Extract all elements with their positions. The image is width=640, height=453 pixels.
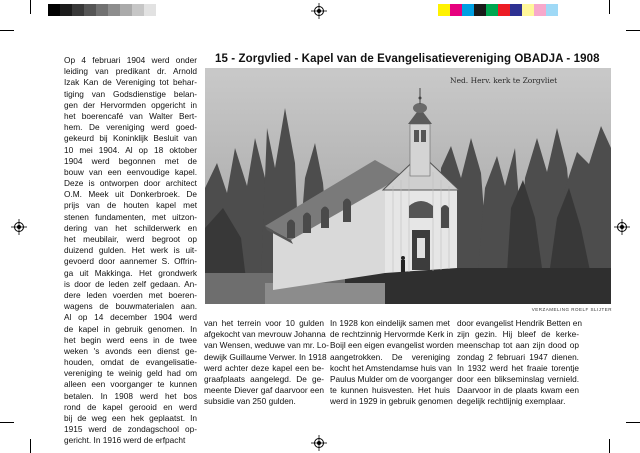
process-color-swatch xyxy=(534,4,546,16)
process-color-swatch xyxy=(462,4,474,16)
trim-mark xyxy=(30,439,31,453)
text-column-3 xyxy=(330,318,454,408)
trim-mark xyxy=(626,422,640,423)
registration-mark-icon xyxy=(614,219,630,235)
grayscale-swatch xyxy=(48,4,60,16)
text-line: te kunnen huisvesten. Het huis xyxy=(330,385,450,396)
text-line: 10 mei 1904. Al op 18 oktober xyxy=(64,144,197,155)
text-line: degelijk rechtlijnig exemplaar. xyxy=(457,396,566,407)
process-color-swatch xyxy=(474,4,486,16)
grayscale-swatch xyxy=(120,4,132,16)
text-line: gevoerd door aannemer S. Offrin- xyxy=(64,256,197,267)
text-line: vereniging te weinig geld had om xyxy=(64,368,197,379)
text-line: Boijl een eigen evangelist worden xyxy=(330,340,454,351)
page-title: 15 - Zorgvlied - Kapel van de Evangelisatievereniging OBADJA - 1908 xyxy=(215,53,600,65)
text-line: Izak Kan de Vereniging tot behar- xyxy=(64,77,197,88)
photo-caption: Ned. Herv. kerk te Zorgvliet xyxy=(450,76,558,85)
process-color-swatch xyxy=(486,4,498,16)
text-line: door evangelist Hendrik Betten en xyxy=(457,318,582,328)
text-line: meenschap tot aan zijn dood op xyxy=(457,340,579,351)
text-line: is door de leden zelf gedaan. An- xyxy=(64,278,197,289)
text-line: aangetrokken. De vereniging xyxy=(330,351,450,362)
text-line: subsidie van 250 gulden. xyxy=(204,396,296,407)
chapel-photo xyxy=(205,68,611,304)
text-line: rond de kapel gerooid en werd xyxy=(64,401,197,412)
grayscale-color-bar xyxy=(48,4,168,16)
text-line: het meubilair, werd begroot op xyxy=(64,234,197,244)
text-line: In 1928 kon eindelijk samen met xyxy=(330,318,450,328)
text-line: kocht het Amstendamse huis van xyxy=(330,362,452,373)
text-line: de rechtzinnig Hervormde Kerk in xyxy=(330,329,454,340)
text-line: het begin werd eens in de twee xyxy=(64,334,197,345)
text-line: dewijk Guillaume Verwer. In 1918 xyxy=(204,351,327,362)
text-line: dere leden voerden met boeren- xyxy=(64,289,197,300)
registration-mark-icon xyxy=(311,435,327,451)
text-line: ga uit Makkinga. Het grondwerk xyxy=(64,267,197,278)
text-column-2 xyxy=(204,318,329,408)
text-line: meente Diever gaf daarvoor een xyxy=(204,385,324,396)
text-line: gen der Hervormden opgericht in xyxy=(64,99,197,110)
text-line: 1915 werd de zondagschool op- xyxy=(64,424,197,435)
grayscale-swatch xyxy=(84,4,96,16)
photo-credit: VERZAMELING ROELF SLIJTER xyxy=(531,307,612,312)
text-line: O.M. Meek uit Donkerbroek. De xyxy=(64,189,197,200)
grayscale-swatch xyxy=(60,4,72,16)
chapel-illustration xyxy=(205,68,611,304)
text-line: zondag 2 februari 1947 dienen. xyxy=(457,351,579,362)
text-line: Deze is ontworpen door architect xyxy=(64,178,197,189)
text-line: afgekocht van mevrouw Johanna xyxy=(204,329,326,340)
process-color-swatch xyxy=(450,4,462,16)
text-line: hem. De vereniging werd goed- xyxy=(64,122,197,133)
text-line: bij de weg een hek geplaatst. In xyxy=(64,413,197,423)
trim-mark xyxy=(30,0,31,14)
text-line: weken 's avonds een dienst ge- xyxy=(64,345,197,356)
text-column-1 xyxy=(64,55,197,447)
text-line: houden, omdat de evangelisatie- xyxy=(64,357,197,368)
text-line: leiding van predikant dr. Arnold xyxy=(64,66,197,77)
text-line: duizend gulden. Het werk is uit- xyxy=(64,245,197,256)
text-line: zijn gezin. Hij bleef de kerke- xyxy=(457,329,579,340)
text-line: door een blikseminslag vernield. xyxy=(457,373,579,384)
text-line: graafplaats aangelegd. De ge- xyxy=(204,373,324,384)
grayscale-swatch xyxy=(72,4,84,16)
text-line: werd in 1929 in gebruik genomen xyxy=(330,396,453,407)
process-color-swatch xyxy=(438,4,450,16)
trim-mark xyxy=(0,30,14,31)
process-color-swatch xyxy=(546,4,558,16)
trim-mark xyxy=(609,0,610,14)
text-line: alleen een voorganger te kunnen xyxy=(64,379,197,390)
text-line: 1904 werd begonnen met de xyxy=(64,155,197,166)
process-color-swatch xyxy=(498,4,510,16)
text-column-4 xyxy=(457,318,582,408)
text-line: van het terrein voor 10 gulden xyxy=(204,318,324,328)
text-line: tiging van Godsdienstige belan- xyxy=(64,88,197,99)
text-line: het boerencafé van Walter Bert- xyxy=(64,110,197,121)
text-line: Op 4 februari 1904 werd onder xyxy=(64,55,197,65)
process-color-bar xyxy=(438,4,558,16)
text-line: In 1932 werd het fraaie torentje xyxy=(457,362,579,373)
text-line: gekeurd bij Koninklijk Besluit van xyxy=(64,133,197,144)
text-line: betalen. In 1908 werd het bos xyxy=(64,390,197,401)
text-line: de kapel in gebruik genomen. In xyxy=(64,323,197,334)
grayscale-swatch xyxy=(96,4,108,16)
process-color-swatch xyxy=(522,4,534,16)
registration-mark-icon xyxy=(11,219,27,235)
text-line: dering van het schilderwerk en xyxy=(64,222,197,233)
registration-mark-icon xyxy=(311,3,327,19)
text-line: Paulus Mulder om de voorganger xyxy=(330,373,453,384)
text-line: stenen fundamenten, met uitzon- xyxy=(64,211,197,222)
text-line: prijs van de houten kapel met xyxy=(64,200,197,211)
grayscale-swatch xyxy=(108,4,120,16)
grayscale-swatch xyxy=(156,4,168,16)
text-line: gericht. In 1916 werd de erfpacht xyxy=(64,435,186,446)
grayscale-swatch xyxy=(144,4,156,16)
text-line: werd achter deze kapel een be- xyxy=(204,362,324,373)
text-line: wagens de bouwmaterialen aan. xyxy=(64,301,197,312)
grayscale-swatch xyxy=(132,4,144,16)
trim-mark xyxy=(0,422,14,423)
text-line: van Wensen, weduwe van mr. Lo- xyxy=(204,340,329,351)
text-line: bouw van een eenvoudige kapel. xyxy=(64,166,197,177)
process-color-swatch xyxy=(510,4,522,16)
trim-mark xyxy=(609,439,610,453)
trim-mark xyxy=(626,30,640,31)
text-line: Daarvoor in de plaats kwam een xyxy=(457,385,579,396)
text-line: Al op 14 december 1904 werd xyxy=(64,312,197,323)
